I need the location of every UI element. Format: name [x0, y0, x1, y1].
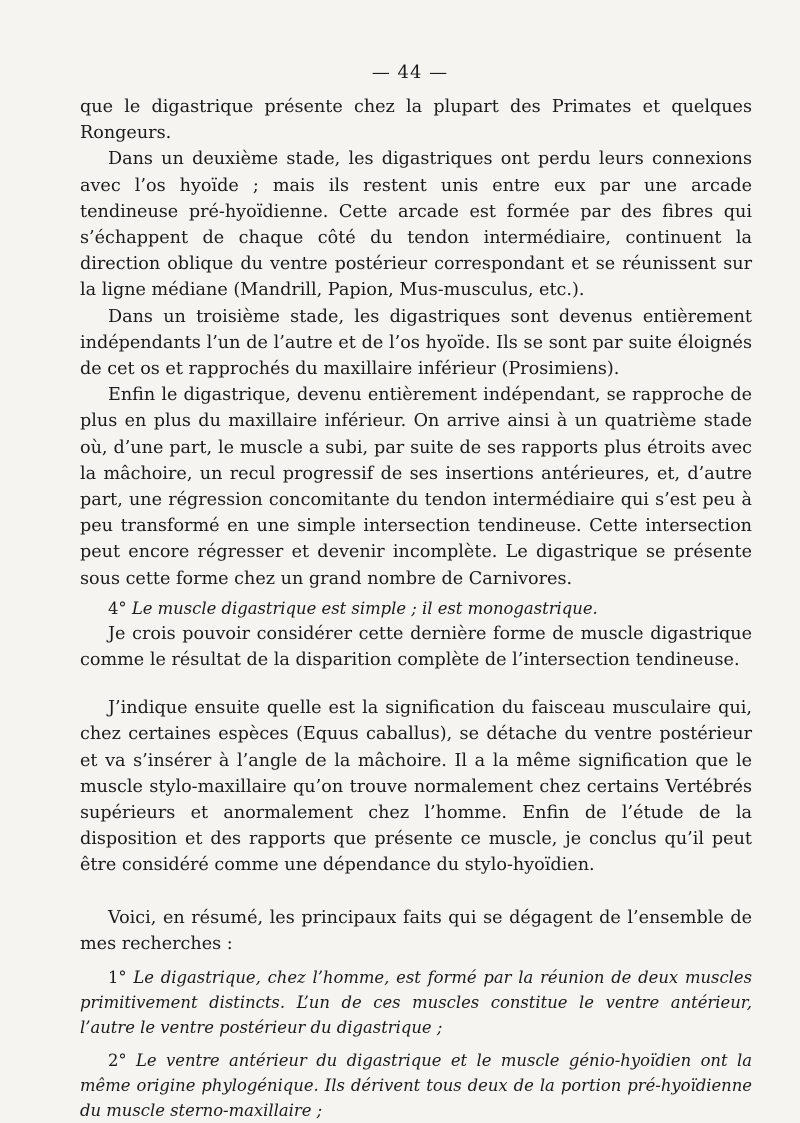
stage-four-heading [80, 596, 752, 621]
paragraph-continued: que le digastrique présente chez la plupart des Primates et quelques Rongeurs. [80, 97, 752, 144]
paragraph-fourth-stage: Enfin le digastrique, devenu entièrement indépendant, se rapproche de plus en plus du maxillaire inférieur. On arrive ainsi à un quatrième stade où, d’une part, le muscle a subi, par suite de ses rapports plus étroits avec la mâchoire, un recul progressif de ses insertions antérieures, et, d’autre part, une régression concomitante du tendon intermédiaire qui s’est peu à peu transformé en une simple intersection tendineuse. Cette intersection peut encore régresser et devenir incomplète. Le digastrique se présente sous cette forme chez un grand nombre de Carnivores. [80, 385, 752, 589]
conclusion-1-text: Le digastrique, chez l’homme, est formé par la réunion de deux muscles primitivement distincts. L’un de ces muscles constitue le ventre antérieur, l’autre le ventre postérieur du digastrique ; [80, 968, 752, 1038]
paragraph-stylo-maxillary: J’indique ensuite quelle est la signification du faisceau musculaire qui, chez certaines espèces (Equus caballus), se détache du ventre postérieur et va s’insérer à l’angle de la mâchoire. Il a la même signification que le muscle stylo-maxillaire qu’on trouve normalement chez certains Vertébrés supérieurs et anormalement chez l’homme. Enfin de l’étude de la disposition et des rapports que présente ce muscle, je conclus qu’il peut être considéré comme une dépendance du stylo-hyoïdien. [80, 698, 752, 876]
conclusion-item-2 [80, 1048, 752, 1123]
paragraph-interpretation: Je crois pouvoir considérer cette dernière forme de muscle digastrique comme le résultat de la disparition complète de l’intersection tendineuse. [80, 623, 752, 671]
stage-four-text: Le muscle digastrique est simple ; il est monogastrique. [131, 598, 598, 618]
conclusion-1-number: 1° [108, 968, 127, 988]
page-number: — 44 — [371, 62, 449, 83]
conclusion-item-1 [80, 965, 752, 1040]
page-body [80, 94, 752, 1123]
paragraph-summary-intro: Voici, en résumé, les principaux faits qui se dégagent de l’ensemble de mes recherches : [80, 907, 752, 954]
paragraph-third-stage: Dans un troisième stade, les digastriques sont devenus entièrement indépendants l’un de l’autre et de l’os hyoïde. Ils se sont par suite éloignés de cet os et rapprochés du maxillaire inférieur (Prosimiens). [80, 306, 752, 380]
stage-four-number: 4° [108, 598, 127, 618]
paragraph-second-stage: Dans un deuxième stade, les digastriques ont perdu leurs connexions avec l’os hyoïde ; mais ils restent unis entre eux par une arcade tendineuse pré-hyoïdienne. Cette arcade est formée par des fibres qui s’échappent de chaque côté du tendon intermédiaire, continuent la direction oblique du ventre postérieur correspondant et se réunissent sur la ligne médiane (Mandrill, Papion, Mus-musculus, etc.). [80, 149, 752, 301]
conclusion-2-number: 2° [108, 1051, 127, 1071]
conclusion-2-text: Le ventre antérieur du digastrique et le muscle génio-hyoïdien ont la même origine phylogénique. Ils dérivent tous deux de la portion pré-hyoïdienne du muscle sterno-maxillaire ; [80, 1051, 752, 1121]
